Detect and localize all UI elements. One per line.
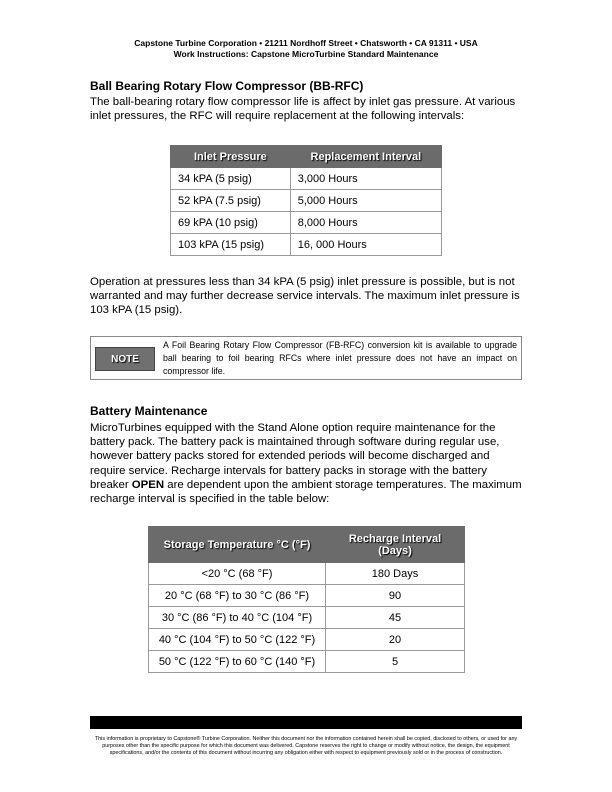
- cell-interval: 16, 000 Hours: [290, 234, 441, 256]
- cell-temperature: 30 °C (86 °F) to 40 °C (104 °F): [149, 607, 326, 629]
- cell-recharge: 90: [326, 585, 465, 607]
- table-header-row: [171, 146, 442, 168]
- note-label: NOTE: [95, 347, 155, 371]
- table-row: [149, 585, 465, 607]
- cell-temperature: 40 °C (104 °F) to 50 °C (122 °F): [149, 629, 326, 651]
- cell-interval: 8,000 Hours: [290, 212, 441, 234]
- battery-recharge-table: [148, 526, 465, 673]
- cell-pressure: 103 kPA (15 psig): [171, 234, 291, 256]
- battery-intro: [90, 421, 522, 506]
- note-text: A Foil Bearing Rotary Flow Compressor (FB-RFC) conversion kit is available to upgrade ball bearing to foil bearing RFCs where inlet pressure does not have an impact on compressor life.: [163, 340, 517, 376]
- table-row: [149, 651, 465, 673]
- battery-heading: Battery Maintenance: [90, 404, 208, 418]
- column-header-storage-temperature: Storage Temperature °C (°F): [149, 527, 326, 563]
- cell-pressure: 34 kPA (5 psig): [171, 168, 291, 190]
- rfc-after-paragraph: Operation at pressures less than 34 kPA (5 psig) inlet pressure is possible, but is not warranted and may further decrease service intervals. The maximum inlet pressure is 103 kPA (15 psig).: [90, 276, 520, 317]
- cell-recharge: 20: [326, 629, 465, 651]
- table-row: [171, 168, 442, 190]
- header-company-line: Capstone Turbine Corporation • 21211 Nordhoff Street • Chatsworth • CA 91311 • USA: [134, 38, 478, 48]
- battery-intro-part2: are dependent upon the ambient storage temperatures. The maximum recharge interval is specified in the table below:: [90, 478, 522, 506]
- cell-temperature: 20 °C (68 °F) to 30 °C (86 °F): [149, 585, 326, 607]
- battery-breaker-state: OPEN: [131, 478, 165, 491]
- column-header-replacement-interval: Replacement Interval: [290, 146, 441, 168]
- rfc-heading: Ball Bearing Rotary Flow Compressor (BB-RFC): [90, 79, 364, 93]
- cell-interval: 3,000 Hours: [290, 168, 441, 190]
- table-row: [171, 212, 442, 234]
- rfc-interval-table: [170, 145, 442, 256]
- table-row: [149, 629, 465, 651]
- table-row: [149, 607, 465, 629]
- header-doc-title: Work Instructions: Capstone MicroTurbine Standard Maintenance: [173, 49, 439, 59]
- cell-recharge: 180 Days: [326, 563, 465, 585]
- cell-recharge: 5: [326, 651, 465, 673]
- table-row: [171, 190, 442, 212]
- battery-intro-part1: MicroTurbines equipped with the Stand Alone option require maintenance for the battery pack. The battery pack is maintained through software during regular use, however battery packs stored for extended periods will become discharged and require service. Recharge intervals for battery packs in storage with the battery breaker: [90, 422, 500, 491]
- column-header-inlet-pressure: Inlet Pressure: [171, 146, 291, 168]
- cell-interval: 5,000 Hours: [290, 190, 441, 212]
- footer-page-number: Page 4 of 5: [463, 716, 522, 728]
- cell-temperature: <20 °C (68 °F): [149, 563, 326, 585]
- note-box: [90, 336, 522, 380]
- cell-pressure: 52 kPA (7.5 psig): [171, 190, 291, 212]
- cell-recharge: 45: [326, 607, 465, 629]
- table-header-row: [149, 527, 465, 563]
- footer-disclaimer: This information is proprietary to Capstone® Turbine Corporation. Neither this document nor the information contained herein shall be copied, disclosed to others, or used for any purposes other than the specific purpose for which this document was delivered. Capstone reserves the right to change or modify without notice, the design, the equipment specifications, and/or the contents of this document without incurring any obligation either with respect to equipment previously sold or in the process of construction.: [94, 736, 518, 756]
- footer-doc-id: 440000-001rA (April 2002): [90, 716, 224, 728]
- column-header-recharge-interval: Recharge Interval (Days): [326, 527, 465, 563]
- cell-temperature: 50 °C (122 °F) to 60 °C (140 °F): [149, 651, 326, 673]
- cell-pressure: 69 kPA (10 psig): [171, 212, 291, 234]
- table-row: [171, 234, 442, 256]
- table-row: [149, 563, 465, 585]
- rfc-intro: The ball-bearing rotary flow compressor life is affect by inlet gas pressure. At various inlet pressures, the RFC will require replacement at the following intervals:: [90, 96, 516, 123]
